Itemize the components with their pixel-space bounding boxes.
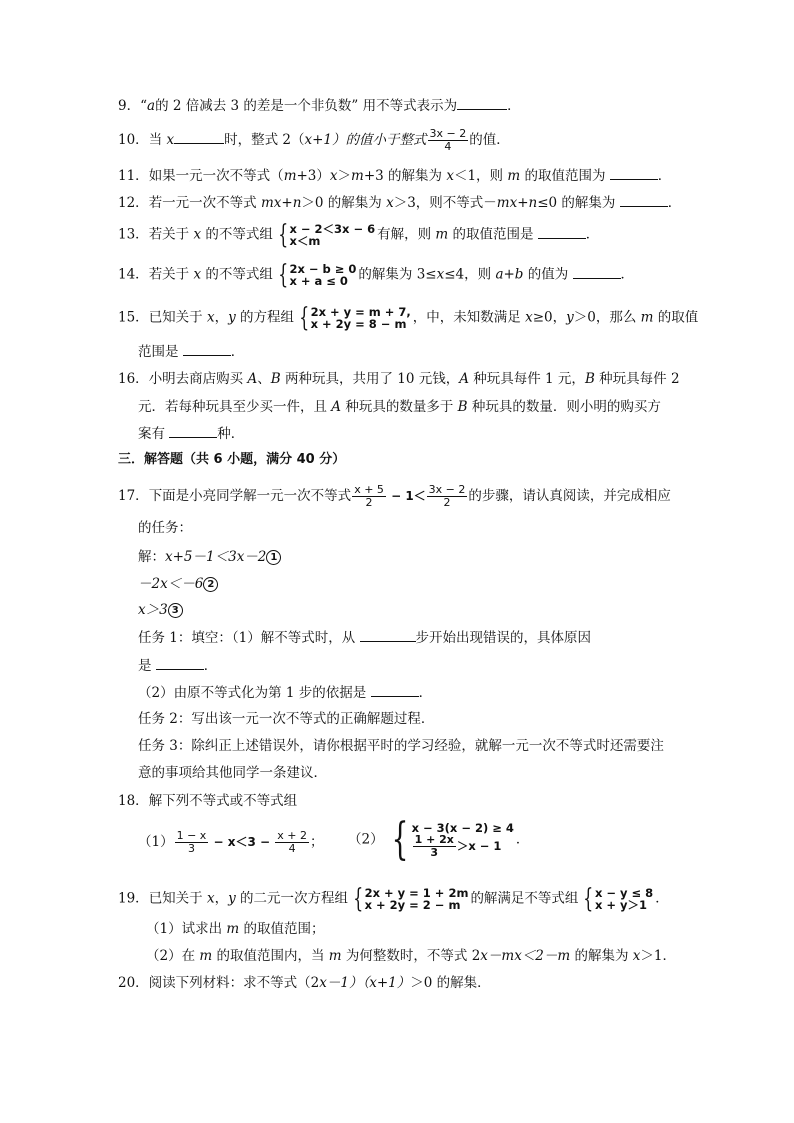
- fraction: $\frac{1 - x}{3}$: [176, 829, 207, 855]
- inequality-system: { x − 3(x − 2) ≥ 4 $\frac{1 + 2x}{3}$ ＞x − 1: [391, 814, 514, 865]
- fraction: $\frac{x + 5}{2}$: [354, 483, 384, 509]
- question-18-part-2: （2） { x − 3(x − 2) ≥ 4 $\frac{1 + 2x}{3}$ ＞x − 1 ．: [348, 814, 530, 865]
- answer-blank: [538, 225, 586, 239]
- question-11: 11．如果一元一次不等式（m+3）x＞m+3 的解集为 x＜1，则 m 的取值范围为 ．: [118, 168, 672, 184]
- answer-blank: [360, 628, 416, 642]
- answer-blank: [457, 96, 507, 110]
- question-17-line2: 的任务：: [138, 520, 192, 536]
- question-15: 15．已知关于 x，y 的方程组 { 2x + y = m + 7, x + 2y = 8 − m ，中，未知数满足 x≥0，y＞0，那么 m 的取值: [118, 303, 699, 333]
- question-17: 17．下面是小亮同学解一元一次不等式 $\frac{x + 5}{2}$ − 1＜ $\frac{3x - 2}{2}$ 的步骤，请认真阅读，并完成相应: [118, 483, 671, 509]
- task-3: 任务 3：除纠正上述错误外，请你根据平时的学习经验，就解一元一次不等式时还需要注: [138, 738, 664, 754]
- fraction: $\frac{1 + 2x}{3}$: [414, 832, 454, 859]
- answer-blank: [156, 656, 204, 670]
- task-1-part-2: （2）由原不等式化为第 1 步的依据是 ．: [138, 685, 433, 701]
- solution-step-3: x＞3 3: [138, 601, 183, 619]
- step-marker: 3: [168, 603, 183, 618]
- question-18-part-1: （1） $\frac{1 - x}{3}$ − x＜3 − $\frac{x + 2}{4}$ ；: [138, 829, 324, 855]
- question-18: 18．解下列不等式或不等式组: [118, 793, 298, 809]
- question-19-part-2: （2）在 m 的取值范围内，当 m 为何整数时，不等式 2x－mx＜2－m 的解集为 x＞1．: [146, 948, 677, 964]
- answer-blank: [371, 683, 419, 697]
- answer-blank: [183, 342, 231, 356]
- task-2: 任务 2：写出该一元一次不等式的正确解题过程．: [138, 711, 435, 727]
- answer-blank: [174, 130, 224, 144]
- inequality-system: { x − 2＜3x − 6 x＜m: [278, 220, 376, 250]
- question-16-line3: 案有 种．: [138, 426, 245, 442]
- question-16: 16．小明去商店购买 A、B 两种玩具，共用了 10 元钱，A 种玩具每件 1 元，B 种玩具每件 2: [118, 371, 680, 387]
- solution-step-2: －2x＜－6 2: [138, 575, 218, 593]
- question-19-part-1: （1）试求出 m 的取值范围；: [146, 921, 325, 937]
- section-heading: 三．解答题（共 6 小题，满分 40 分）: [118, 452, 346, 467]
- answer-blank: [620, 193, 668, 207]
- equation-system: { 2x + y = m + 7, x + 2y = 8 − m: [299, 303, 411, 333]
- question-10: 10．当 x 时，整式 2（x+1）的值小于整式 $\frac{3x - 2}{4}$ 的值．: [118, 127, 510, 153]
- equation-system: { 2x + y = 1 + 2m x + 2y = 2 − m: [353, 884, 469, 914]
- step-marker: 1: [266, 550, 281, 565]
- question-15-line2: 范围是 ．: [138, 344, 245, 360]
- answer-blank: [610, 166, 658, 180]
- question-9: 9．“a的 2 倍减去 3 的差是一个非负数” 用不等式表示为 ．: [118, 98, 521, 114]
- inequality-system: { 2x − b ≥ 0 x + a ≤ 0: [278, 260, 357, 290]
- task-3-line2: 意的事项给其他同学一条建议．: [138, 765, 327, 781]
- question-16-line2: 元．若每种玩具至少买一件，且 A 种玩具的数量多于 B 种玩具的数量．则小明的购买方: [138, 399, 661, 415]
- step-marker: 2: [203, 577, 218, 592]
- question-12: 12．若一元一次不等式 mx+n＞0 的解集为 x＞3，则不等式－mx+n≤0 的解集为 ．: [118, 195, 682, 211]
- fraction: $\frac{3x - 2}{2}$: [428, 483, 466, 509]
- answer-blank: [573, 265, 621, 279]
- question-19: 19．已知关于 x，y 的二元一次方程组 { 2x + y = 1 + 2m x + 2y = 2 − m 的解满足不等式组 { x − y ≤ 8 x + y＞1 ．: [118, 884, 669, 914]
- inequality-system: { x − y ≤ 8 x + y＞1: [583, 884, 654, 914]
- answer-blank: [169, 424, 217, 438]
- task-1: 任务 1：填空：（1）解不等式时，从 步开始出现错误的，具体原因: [138, 630, 592, 646]
- question-13: 13．若关于 x 的不等式组 { x − 2＜3x − 6 x＜m 有解，则 m 的取值范围是 ．: [118, 220, 600, 250]
- fraction: $\frac{x + 2}{4}$: [277, 829, 307, 855]
- task-1-line2: 是 ．: [138, 658, 218, 674]
- question-20: 20．阅读下列材料：求不等式（2x－1）（x+1）＞0 的解集．: [118, 975, 491, 991]
- solution-step-1: 解：x+5－1＜3x－2 1: [138, 548, 281, 566]
- question-14: 14．若关于 x 的不等式组 { 2x − b ≥ 0 x + a ≤ 0 的解集为 3≤x≤4，则 a+b 的值为 ．: [118, 260, 635, 290]
- fraction: $\frac{3x - 2}{4}$: [429, 127, 467, 153]
